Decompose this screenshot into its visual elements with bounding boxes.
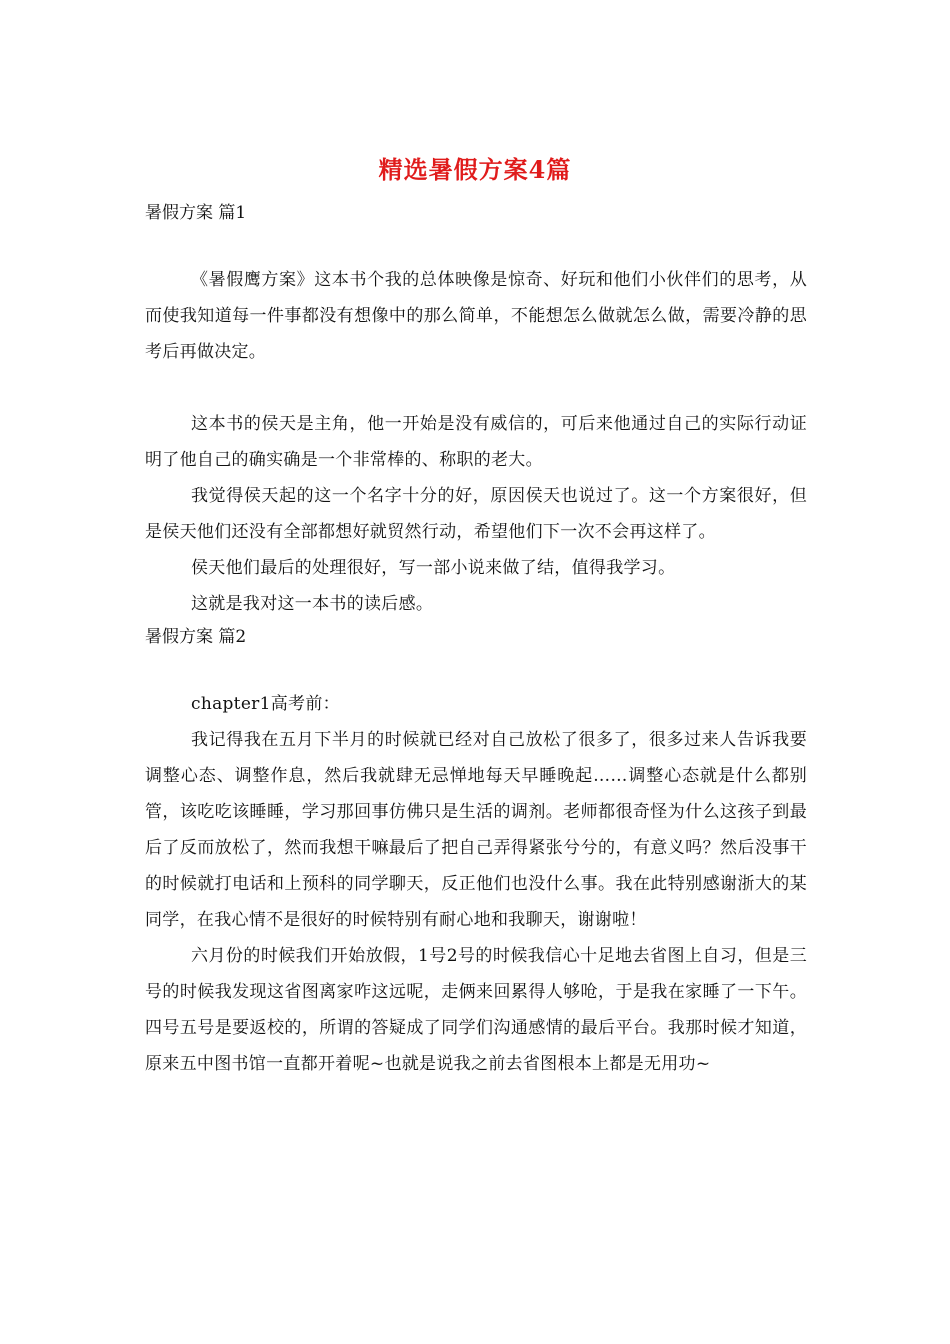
spacer <box>145 652 807 686</box>
document-title: 精选暑假方案4篇 <box>378 155 572 184</box>
paragraph: 这就是我对这一本书的读后感。 <box>191 594 434 614</box>
section-heading-2: 暑假方案 篇2 <box>145 627 247 647</box>
paragraph: 这本书的侯天是主角，他一开始是没有威信的，可后来他通过自己的实际行动证明了他自己的确实确是一个非常棒的、称职的老大。 <box>145 414 807 470</box>
paragraph: 我觉得侯天起的这一个名字十分的好，原因侯天也说过了。这一个方案很好，但是侯天他们还没有全部都想好就贸然行动，希望他们下一次不会再这样了。 <box>145 486 807 542</box>
spacer <box>145 370 807 406</box>
paragraph: chapter1高考前： <box>191 694 340 714</box>
document-body <box>145 198 807 1082</box>
section-heading-1: 暑假方案 篇1 <box>145 203 247 223</box>
paragraph: 《暑假鹰方案》这本书个我的总体映像是惊奇、好玩和他们小伙伴们的思考，从而使我知道每一件事都没有想像中的那么简单，不能想怎么做就怎么做，需要冷静的思考后再做决定。 <box>145 270 807 362</box>
paragraph: 侯天他们最后的处理很好，写一部小说来做了结，值得我学习。 <box>191 558 676 578</box>
paragraph: 我记得我在五月下半月的时候就已经对自己放松了很多了，很多过来人告诉我要调整心态、调整作息，然后我就肆无忌惮地每天早睡晚起……调整心态就是什么都别管，该吃吃该睡睡，学习那回事仿佛只是生活的调剂。老师都很奇怪为什么这孩子到最后了反而放松了，然而我想干嘛最后了把自己弄得紧张兮兮的，有意义吗？然后没事干的时候就打电话和上预科的同学聊天，反正他们也没什么事。我在此特别感谢浙大的某同学，在我心情不是很好的时候特别有耐心地和我聊天，谢谢啦！ <box>145 730 807 930</box>
paragraph: 六月份的时候我们开始放假，1号2号的时候我信心十足地去省图上自习，但是三号的时候我发现这省图离家咋这远呢，走俩来回累得人够呛，于是我在家睡了一下午。四号五号是要返校的，所谓的答疑成了同学们沟通感情的最后平台。我那时候才知道，原来五中图书馆一直都开着呢~也就是说我之前去省图根本上都是无用功~ <box>145 946 807 1074</box>
spacer <box>145 228 807 262</box>
